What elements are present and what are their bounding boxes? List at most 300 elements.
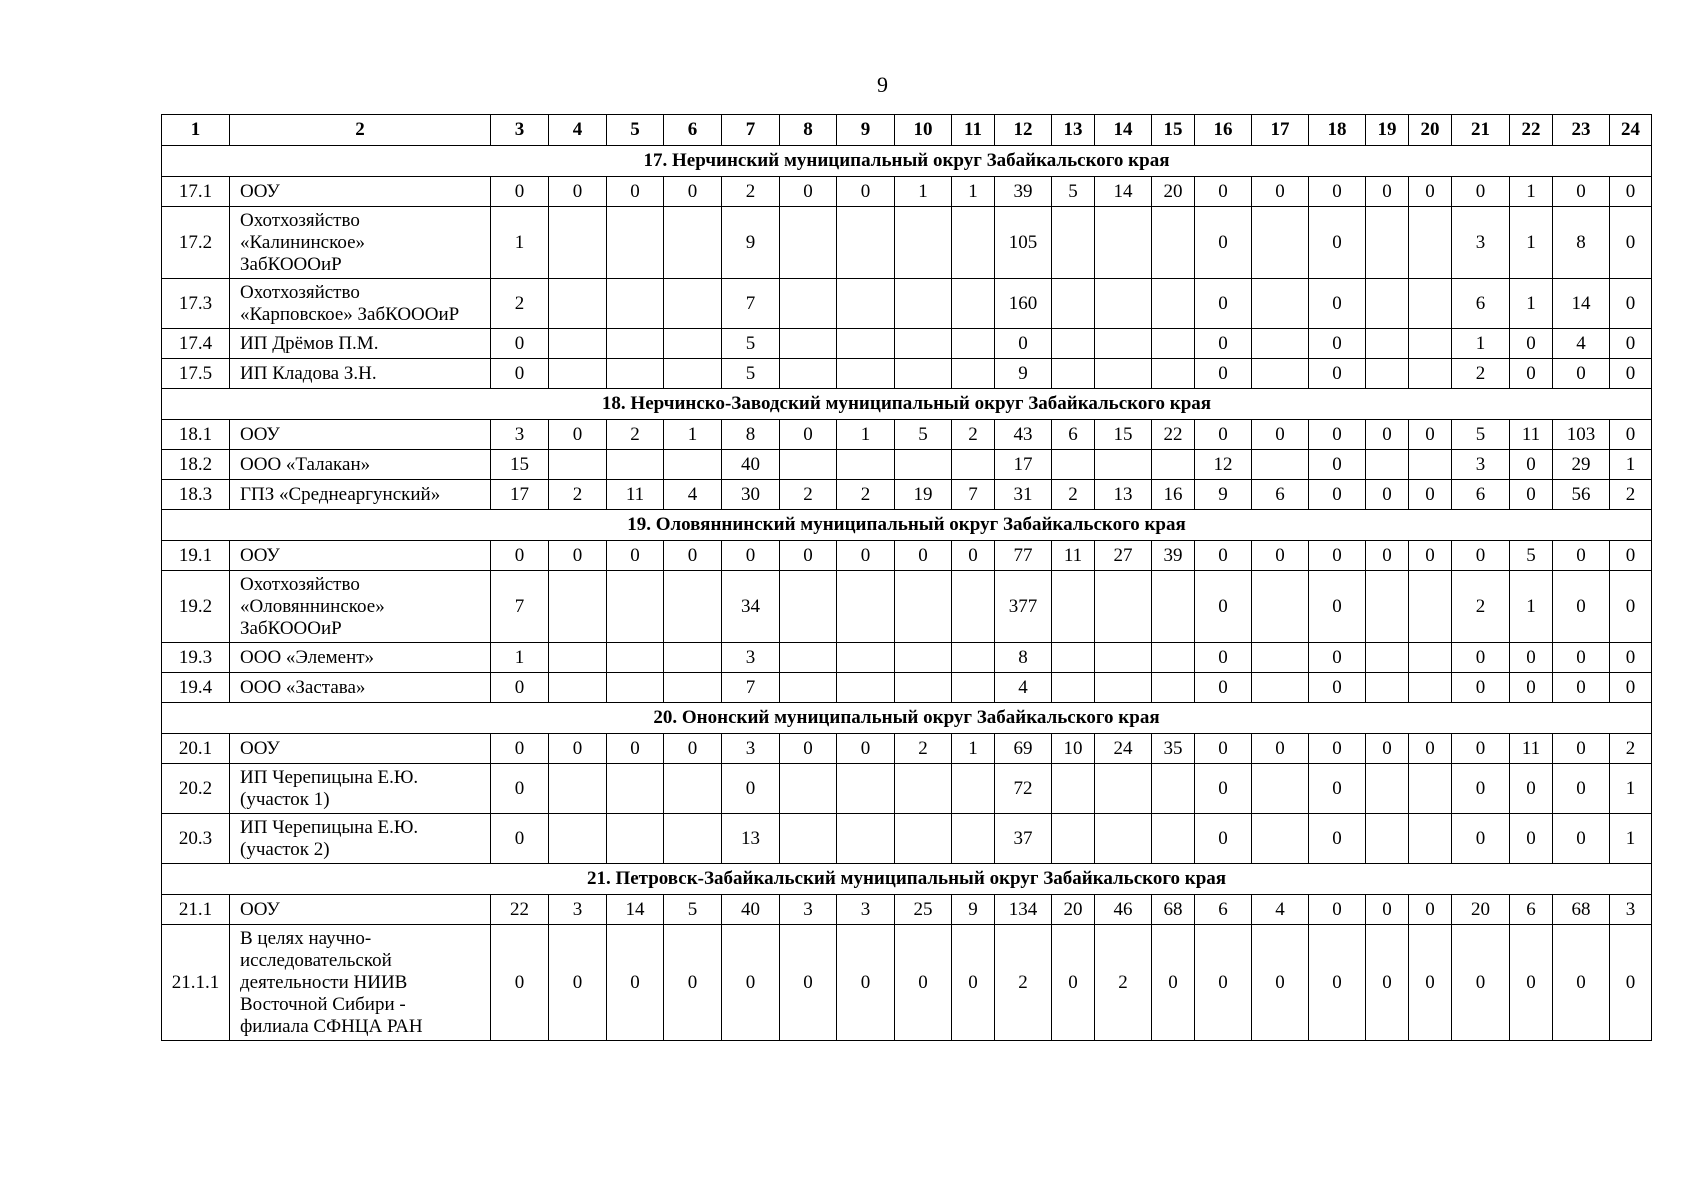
table-cell [1052, 279, 1095, 329]
table-cell: 39 [1152, 541, 1195, 571]
table-cell: 0 [1309, 207, 1366, 279]
table-cell [1366, 279, 1409, 329]
table-cell: 0 [1510, 673, 1553, 703]
row-name [230, 925, 491, 1041]
table-cell: 34 [722, 571, 780, 643]
row-number: 18.1 [162, 420, 230, 450]
row-name [230, 673, 491, 703]
table-cell: 0 [1309, 814, 1366, 864]
row-number: 18.2 [162, 450, 230, 480]
table-cell: 2 [952, 420, 995, 450]
table-cell: 0 [952, 541, 995, 571]
table-cell: 0 [837, 925, 895, 1041]
row-number: 19.3 [162, 643, 230, 673]
column-header: 22 [1510, 115, 1553, 146]
table-cell: 5 [895, 420, 952, 450]
table-cell: 0 [491, 764, 549, 814]
table-cell [607, 450, 664, 480]
table-cell: 8 [1553, 207, 1610, 279]
table-cell: 17 [995, 450, 1052, 480]
table-cell: 1 [1610, 450, 1652, 480]
row-name-line: Охотхозяйство [240, 209, 360, 231]
row-name-line: ИП Черепицына Е.Ю. [240, 816, 419, 838]
table-cell [952, 643, 995, 673]
page-number: 9 [877, 72, 888, 97]
table-cell: 8 [722, 420, 780, 450]
table-cell: 0 [1553, 541, 1610, 571]
table-cell: 0 [549, 925, 607, 1041]
row-number: 17.2 [162, 207, 230, 279]
column-header: 17 [1252, 115, 1309, 146]
table-cell: 7 [722, 279, 780, 329]
table-cell: 1 [491, 643, 549, 673]
row-number: 21.1 [162, 895, 230, 925]
table-cell [1252, 814, 1309, 864]
table-cell: 0 [1309, 480, 1366, 510]
column-header: 24 [1610, 115, 1652, 146]
table-cell: 15 [491, 450, 549, 480]
table-cell: 2 [1052, 480, 1095, 510]
table-cell: 0 [780, 420, 837, 450]
row-name-line: ИП Черепицына Е.Ю. [240, 766, 419, 788]
table-cell [895, 207, 952, 279]
table-cell: 9 [995, 359, 1052, 389]
table-cell: 6 [1510, 895, 1553, 925]
table-cell [837, 571, 895, 643]
table-cell: 0 [1366, 480, 1409, 510]
table-cell [549, 814, 607, 864]
table-cell: 0 [1452, 541, 1510, 571]
table-cell: 31 [995, 480, 1052, 510]
table-cell [952, 571, 995, 643]
row-name-line: ООО «Талакан» [240, 453, 371, 475]
column-header: 4 [549, 115, 607, 146]
table-cell: 0 [664, 734, 722, 764]
table-cell: 40 [722, 450, 780, 480]
table-cell: 0 [1452, 673, 1510, 703]
table-cell [1252, 329, 1309, 359]
table-cell: 2 [722, 177, 780, 207]
table-cell [952, 207, 995, 279]
table-cell: 0 [1252, 541, 1309, 571]
column-header: 7 [722, 115, 780, 146]
column-header: 19 [1366, 115, 1409, 146]
table-cell: 0 [1409, 734, 1452, 764]
table-cell: 0 [1366, 420, 1409, 450]
table-cell [1152, 643, 1195, 673]
table-row [162, 207, 1652, 279]
table-cell [1252, 571, 1309, 643]
table-cell [837, 329, 895, 359]
table-cell: 29 [1553, 450, 1610, 480]
table-cell [549, 207, 607, 279]
table-cell: 14 [607, 895, 664, 925]
row-name-line: Охотхозяйство [240, 573, 360, 595]
table-cell [1095, 764, 1152, 814]
row-number: 19.4 [162, 673, 230, 703]
row-name-line: ООО «Элемент» [240, 646, 375, 668]
table-cell: 0 [491, 541, 549, 571]
table-cell: 2 [1610, 734, 1652, 764]
table-cell: 0 [664, 925, 722, 1041]
table-row [162, 925, 1652, 1041]
table-cell: 0 [1309, 177, 1366, 207]
table-cell [1366, 673, 1409, 703]
row-name [230, 177, 491, 207]
table-cell [1366, 643, 1409, 673]
table-cell: 6 [1452, 279, 1510, 329]
column-header: 3 [491, 115, 549, 146]
table-cell: 5 [664, 895, 722, 925]
table-cell [549, 359, 607, 389]
table-cell: 0 [1195, 643, 1252, 673]
table-cell: 7 [491, 571, 549, 643]
table-cell [780, 207, 837, 279]
table-cell [664, 764, 722, 814]
section-title: 18. Нерчинско-Заводский муниципальный округ Забайкальского края [162, 389, 1652, 420]
row-name-line: ООУ [240, 423, 280, 445]
table-cell [549, 764, 607, 814]
table-cell [895, 673, 952, 703]
table-cell [607, 814, 664, 864]
table-cell: 0 [780, 734, 837, 764]
section-row [162, 389, 1652, 420]
row-name-line: «Карповское» ЗабКОООиР [240, 303, 460, 325]
table-cell: 0 [780, 925, 837, 1041]
table-cell [1252, 643, 1309, 673]
table-cell [1409, 279, 1452, 329]
row-name [230, 814, 491, 864]
table-cell: 0 [1409, 177, 1452, 207]
row-name-line: ГПЗ «Среднеаргунский» [240, 483, 441, 505]
table-cell: 0 [1252, 420, 1309, 450]
table-cell [780, 279, 837, 329]
table-cell: 0 [549, 420, 607, 450]
table-cell [1252, 673, 1309, 703]
table-cell: 7 [952, 480, 995, 510]
table-cell: 0 [1309, 420, 1366, 450]
table-cell: 0 [1553, 571, 1610, 643]
table-cell: 19 [895, 480, 952, 510]
table-cell: 1 [1610, 764, 1652, 814]
table-cell: 7 [722, 673, 780, 703]
table-cell: 56 [1553, 480, 1610, 510]
table-cell: 11 [607, 480, 664, 510]
table-cell: 25 [895, 895, 952, 925]
table-cell [837, 450, 895, 480]
table-cell: 2 [895, 734, 952, 764]
table-cell: 0 [1252, 925, 1309, 1041]
table-cell: 30 [722, 480, 780, 510]
table-cell: 0 [1309, 895, 1366, 925]
table-cell: 0 [1510, 764, 1553, 814]
column-header: 1 [162, 115, 230, 146]
table-cell [952, 279, 995, 329]
table-cell: 0 [1452, 643, 1510, 673]
table-cell: 0 [1610, 541, 1652, 571]
row-name-line: Охотхозяйство [240, 281, 360, 303]
table-row [162, 450, 1652, 480]
table-cell: 0 [1252, 177, 1309, 207]
table-cell [549, 329, 607, 359]
table-cell [780, 571, 837, 643]
table-cell: 0 [1195, 571, 1252, 643]
table-cell: 11 [1510, 734, 1553, 764]
table-cell: 27 [1095, 541, 1152, 571]
table-cell: 6 [1195, 895, 1252, 925]
table-cell: 39 [995, 177, 1052, 207]
table-cell [1095, 329, 1152, 359]
table-cell: 0 [491, 329, 549, 359]
table-cell [952, 329, 995, 359]
column-header: 13 [1052, 115, 1095, 146]
table-row [162, 571, 1652, 643]
table-cell [607, 571, 664, 643]
row-name-line: филиала СФНЦА РАН [240, 1015, 423, 1037]
table-cell: 0 [1610, 925, 1652, 1041]
table-cell: 13 [1095, 480, 1152, 510]
table-row [162, 673, 1652, 703]
table-cell: 0 [491, 177, 549, 207]
table-cell [1095, 450, 1152, 480]
column-header: 14 [1095, 115, 1152, 146]
table-cell: 2 [549, 480, 607, 510]
row-name [230, 895, 491, 925]
table-cell: 0 [1195, 177, 1252, 207]
table-row [162, 420, 1652, 450]
table-cell [780, 764, 837, 814]
table-cell: 0 [837, 177, 895, 207]
table-cell: 0 [1309, 450, 1366, 480]
row-name [230, 207, 491, 279]
table-cell: 0 [722, 541, 780, 571]
table-cell [607, 359, 664, 389]
table-cell [1052, 814, 1095, 864]
row-name-line: «Оловяннинское» [240, 595, 385, 617]
table-cell: 0 [491, 925, 549, 1041]
table-cell [664, 329, 722, 359]
table-cell [1052, 359, 1095, 389]
table-cell [549, 279, 607, 329]
table-cell [607, 279, 664, 329]
table-cell [549, 673, 607, 703]
table-cell [780, 814, 837, 864]
table-cell: 0 [1510, 480, 1553, 510]
row-name [230, 764, 491, 814]
column-header: 6 [664, 115, 722, 146]
table-cell [664, 814, 722, 864]
table-cell [664, 450, 722, 480]
table-cell [1152, 814, 1195, 864]
table-cell: 3 [780, 895, 837, 925]
table-cell [895, 450, 952, 480]
table-cell [1252, 279, 1309, 329]
data-table [161, 114, 1652, 1041]
table-cell: 3 [722, 734, 780, 764]
table-row [162, 359, 1652, 389]
table-cell [952, 450, 995, 480]
table-cell: 9 [1195, 480, 1252, 510]
table-cell [549, 571, 607, 643]
row-name-line: исследовательской [240, 949, 392, 971]
table-cell: 0 [1366, 895, 1409, 925]
table-cell: 9 [952, 895, 995, 925]
table-cell [664, 643, 722, 673]
table-cell [1366, 814, 1409, 864]
table-cell: 1 [952, 734, 995, 764]
table-cell [549, 643, 607, 673]
table-cell: 0 [1610, 420, 1652, 450]
table-cell: 1 [1510, 279, 1553, 329]
table-cell: 2 [995, 925, 1052, 1041]
column-header: 8 [780, 115, 837, 146]
row-name-line: ООУ [240, 898, 280, 920]
table-cell: 14 [1095, 177, 1152, 207]
table-cell [1095, 673, 1152, 703]
table-row [162, 480, 1652, 510]
table-cell [1409, 673, 1452, 703]
table-cell: 0 [1510, 329, 1553, 359]
table-cell: 0 [837, 541, 895, 571]
table-cell: 3 [722, 643, 780, 673]
table-cell: 5 [1452, 420, 1510, 450]
row-name-line: «Калининское» [240, 231, 366, 253]
table-cell [837, 207, 895, 279]
table-cell: 2 [780, 480, 837, 510]
table-cell [952, 764, 995, 814]
table-cell: 3 [491, 420, 549, 450]
table-cell: 1 [895, 177, 952, 207]
table-cell: 3 [1452, 450, 1510, 480]
table-cell [1052, 764, 1095, 814]
table-cell [1152, 207, 1195, 279]
row-name-line: ООУ [240, 737, 280, 759]
column-header: 20 [1409, 115, 1452, 146]
table-cell: 0 [491, 359, 549, 389]
table-cell: 2 [1452, 359, 1510, 389]
table-cell: 0 [1409, 420, 1452, 450]
row-name [230, 420, 491, 450]
row-name-line: ИП Кладова З.Н. [240, 362, 377, 384]
table-cell [1409, 329, 1452, 359]
table-cell: 0 [1195, 814, 1252, 864]
table-cell: 0 [1452, 177, 1510, 207]
table-cell: 69 [995, 734, 1052, 764]
table-cell: 0 [1309, 571, 1366, 643]
table-cell: 0 [1553, 734, 1610, 764]
table-cell: 0 [1553, 764, 1610, 814]
table-cell: 0 [1309, 764, 1366, 814]
table-cell [780, 673, 837, 703]
table-cell: 40 [722, 895, 780, 925]
table-cell: 0 [1452, 764, 1510, 814]
row-name-line: В целях научно- [240, 927, 372, 949]
row-name-line: деятельности НИИВ [240, 971, 408, 993]
row-number: 17.5 [162, 359, 230, 389]
table-row [162, 895, 1652, 925]
table-cell: 4 [664, 480, 722, 510]
table-cell [1152, 279, 1195, 329]
table-cell: 0 [1452, 734, 1510, 764]
row-number: 19.2 [162, 571, 230, 643]
table-cell: 0 [1553, 673, 1610, 703]
table-cell [1366, 359, 1409, 389]
table-cell: 103 [1553, 420, 1610, 450]
row-name [230, 450, 491, 480]
table-cell: 0 [1553, 925, 1610, 1041]
table-cell: 0 [1452, 925, 1510, 1041]
table-cell: 0 [722, 764, 780, 814]
row-number: 18.3 [162, 480, 230, 510]
table-cell: 37 [995, 814, 1052, 864]
table-cell: 0 [1195, 207, 1252, 279]
table-cell [664, 207, 722, 279]
table-cell [607, 643, 664, 673]
table-cell: 377 [995, 571, 1052, 643]
table-cell [1052, 450, 1095, 480]
table-cell [1409, 207, 1452, 279]
row-name [230, 571, 491, 643]
table-cell [1095, 643, 1152, 673]
row-name-line: (участок 1) [240, 788, 330, 810]
table-cell: 16 [1152, 480, 1195, 510]
table-cell: 0 [491, 673, 549, 703]
table-cell: 0 [1195, 764, 1252, 814]
header-row [162, 115, 1652, 146]
table-cell [837, 643, 895, 673]
row-name-line: ООУ [240, 180, 280, 202]
table-cell [895, 571, 952, 643]
table-cell: 6 [1252, 480, 1309, 510]
row-number: 17.4 [162, 329, 230, 359]
table-cell [837, 764, 895, 814]
table-cell [1052, 643, 1095, 673]
table-cell: 0 [1553, 177, 1610, 207]
table-cell: 0 [895, 541, 952, 571]
table-cell: 0 [1309, 925, 1366, 1041]
table-cell [895, 279, 952, 329]
table-cell: 1 [491, 207, 549, 279]
column-header: 5 [607, 115, 664, 146]
table-cell: 0 [1366, 541, 1409, 571]
table-cell [1152, 329, 1195, 359]
table-cell: 3 [1610, 895, 1652, 925]
table-cell: 1 [837, 420, 895, 450]
table-row [162, 643, 1652, 673]
table-cell: 0 [895, 925, 952, 1041]
table-cell: 1 [1510, 571, 1553, 643]
table-cell: 11 [1052, 541, 1095, 571]
table-cell [1366, 571, 1409, 643]
row-name-line: ООУ [240, 544, 280, 566]
table-cell: 105 [995, 207, 1052, 279]
table-row [162, 279, 1652, 329]
row-name-line: ЗабКОООиР [240, 253, 342, 275]
table-cell: 0 [780, 541, 837, 571]
table-cell: 0 [1195, 541, 1252, 571]
table-cell [1152, 571, 1195, 643]
table-cell: 6 [1452, 480, 1510, 510]
table-cell [837, 359, 895, 389]
table-cell [1252, 450, 1309, 480]
table-cell: 0 [1510, 643, 1553, 673]
table-cell: 4 [1252, 895, 1309, 925]
table-cell: 0 [1510, 814, 1553, 864]
table-cell: 2 [837, 480, 895, 510]
table-cell: 0 [1510, 925, 1553, 1041]
table-cell: 160 [995, 279, 1052, 329]
table-cell: 0 [1195, 329, 1252, 359]
